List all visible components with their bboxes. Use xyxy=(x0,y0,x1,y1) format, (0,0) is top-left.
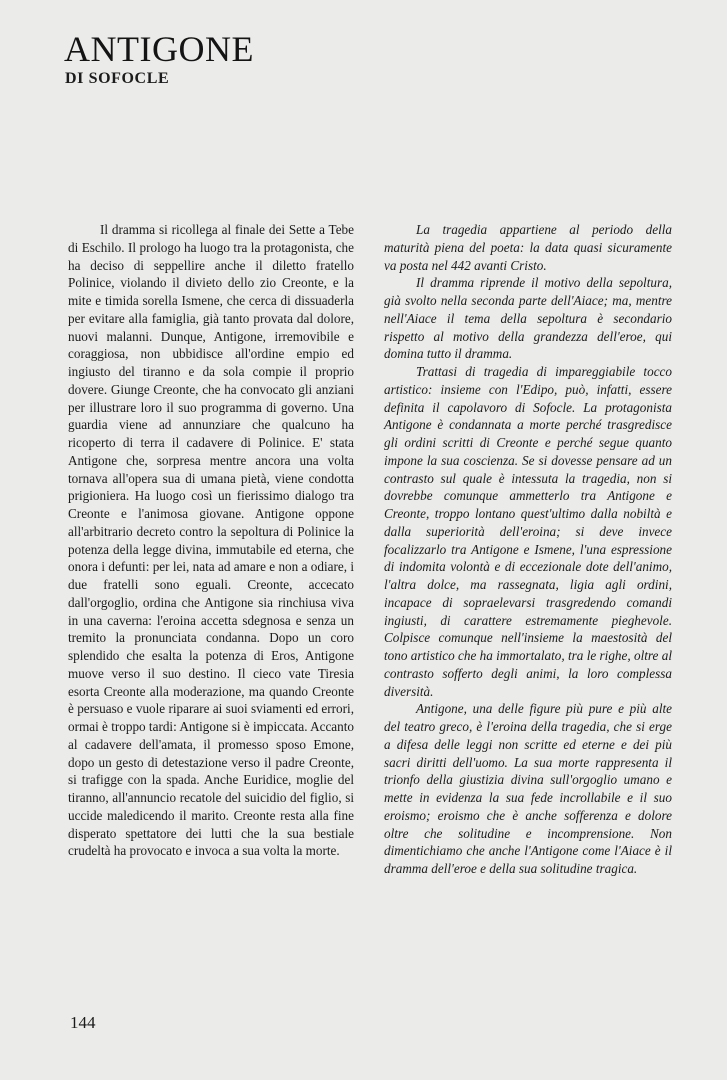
page-subtitle: DI SOFOCLE xyxy=(65,70,170,87)
left-column xyxy=(68,221,354,860)
right-paragraph: La tragedia appartiene al periodo della maturità piena del poeta: la data quasi sicuramente va posta nel 442 avanti Cristo. xyxy=(384,222,672,273)
right-paragraph: Trattasi di tragedia di impareggiabile tocco artistico: insieme con l'Edipo, può, infatti, essere definita il capolavoro di Sofocle. La protagonista Antigone è condannata a morte perché trasgredisce gli ordini scritti di Creonte e perché segue quanto impone la sua coscienza. Se si dovesse pensare ad un contrasto sul quale è intessuta la tragedia, non si dovrebbe comunque ammetterlo tra Antigone e Creonte, troppo lontano quest'ultimo dalla nobiltà e dalla superiorità dell'eroina; si deve invece focalizzarlo tra Antigone e Ismene, l'una espressione di indomita volontà e di eccezionale dote dell'animo, l'altra dolce, ma rassegnata, ligia agli ordini, incapace di sopraelevarsi trasgredendo comandi ingiusti, di carattere estremamente pieghevole. Colpisce comunque nell'insieme la maestosità del tono artistico che ha immortalato, tra le righe, oltre al contrasto sofferto degli animi, la loro complessa diversità. xyxy=(384,364,672,699)
page-number: 144 xyxy=(70,1013,96,1032)
right-column xyxy=(384,221,672,878)
right-paragraph: Antigone, una delle figure più pure e più alte del teatro greco, è l'eroina della tragedia, che si erge a difesa delle leggi non scritte ed eterne e dei più sacri diritti dell'uomo. La sua morte rappresenta il trionfo della giustizia divina sull'orgoglio umano e mette in evidenza la sua fede incrollabile e il suo eroismo; eroismo che è anche sofferenza e dolore oltre che solitudine e incomprensione. Non dimentichiamo che anche l'Antigone come l'Aiace è il dramma dell'eroe e della sua solitudine tragica. xyxy=(384,701,672,876)
left-paragraph: Il dramma si ricollega al finale dei Sette a Tebe di Eschilo. Il prologo ha luogo tra la protagonista, che ha deciso di seppellire anche il diletto fratello Polinice, violando il divieto dello zio Creonte, e la mite e timida sorella Ismene, che cerca di dissuaderla per evitare alla famiglia, già tanto provata dal dolore, nuovi malanni. Dunque, Antigone, irremovibile e coraggiosa, non ubbidisce all'ordine empio ed ingiusto del tiranno e da sola compie il proprio dovere. Giunge Creonte, che ha convocato gli anziani per illustrare loro il suo programma di governo. Una guardia viene ad annunziare che qualcuno ha ricoperto di terra il cadavere di Polinice. E' stata Antigone che, sorpresa mentre ancora una volta tornava all'opera sua di umana pietà, viene condotta prigioniera. Ha luogo così un fierissimo dialogo tra Creonte e l'animosa giovane. Antigone oppone all'arbitrario decreto contro la sepoltura di Polinice la potenza della legge divina, immutabile ed eterna, che onora i defunti: per lei, nata ad amare e non a odiare, i due fratelli sono eguali. Creonte, accecato dall'orgoglio, ordina che Antigone sia rinchiusa viva in una caverna: l'eroina accetta sdegnosa e senza un tremito la pronunciata condanna. Dopo un coro splendido che esalta la potenza di Eros, Antigone muove verso il suo destino. Il cieco vate Tiresia esorta Creonte alla moderazione, ma quando Creonte è persuaso e vuole riparare ai suoi sviamenti ed errori, ormai è troppo tardi: Antigone si è impiccata. Accanto al cadavere dell'amata, il promesso sposo Emone, dopo un gesto di detestazione verso il padre Creonte, si trafigge con la spada. Anche Euridice, moglie del tiranno, all'annuncio recatole del suicidio del figlio, si uccide maledicendo il marito. Creonte resta alla fine disperato spettatore dei lutti che la sua bestiale crudeltà ha provocato e invoca a sua volta la morte. xyxy=(68,222,355,859)
right-paragraph: Il dramma riprende il motivo della sepoltura, già svolto nella seconda parte dell'Aiace; ma, mentre nell'Aiace il tema della sepoltura è secondario rispetto al motivo della grandezza dell'eroe, qui domina tutto il dramma. xyxy=(384,275,672,362)
page-title: ANTIGONE xyxy=(64,29,254,69)
